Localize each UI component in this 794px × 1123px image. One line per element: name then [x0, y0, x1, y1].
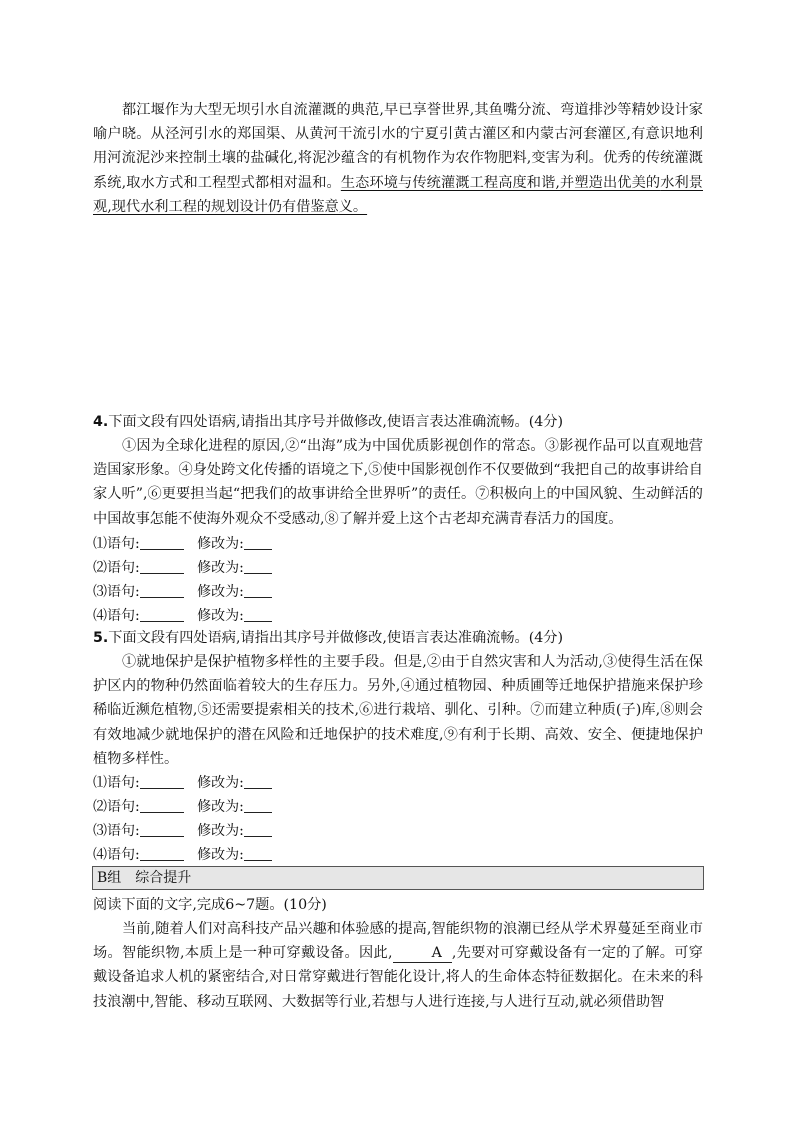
sentence-blank[interactable]	[140, 605, 184, 622]
answer-index: ⑷	[93, 608, 107, 624]
sentence-label: 语句:	[107, 584, 140, 600]
revise-label: 修改为:	[197, 536, 244, 552]
revise-blank[interactable]	[244, 820, 272, 837]
answer-row	[93, 819, 272, 843]
intro-line: 利用河流泥沙来控制土壤的盐碱化,将泥沙蕴含的有机物作为农作物肥料,变害为利。优秀的传统	[93, 126, 703, 167]
revise-blank[interactable]	[244, 581, 272, 598]
passage-line: 给自家人听”,⑥更要担当起“把我们的故事讲给全世界听”的责任。⑦积极向上的中国风貌、生	[93, 462, 703, 503]
question-4-passage	[93, 434, 703, 531]
question-5-title	[93, 626, 563, 650]
answer-index: ⑶	[93, 823, 107, 839]
section-title: B组 综合提升	[97, 870, 192, 886]
answer-index: ⑵	[93, 560, 107, 576]
question-prompt: 下面文段有四处语病,请指出其序号并做修改,使语言表达准确流畅。(4分)	[108, 414, 564, 430]
sentence-blank[interactable]	[140, 557, 184, 574]
answer-row	[93, 556, 272, 580]
passage-line: 保护植物多样性。	[93, 726, 703, 767]
question-4-title	[93, 410, 563, 434]
passage-line: 保护区内的物种仍然面临着较大的生存压力。另外,④通过植物园、种质圃等迁地保护措施来保护	[93, 654, 703, 695]
answer-index: ⑶	[93, 584, 107, 600]
reading-line: ,先要对可穿戴设备有一定的了解。可穿	[451, 945, 703, 962]
intro-paragraph	[93, 98, 703, 219]
reading-line: 市场。智能织物,本质上是一种可穿戴设备。因此,	[93, 921, 703, 962]
revise-label: 修改为:	[197, 608, 244, 624]
reading-instruction: 阅读下面的文字,完成6~7题。(10分)	[93, 897, 327, 913]
sentence-label: 语句:	[107, 823, 140, 839]
question-number: 4.	[93, 414, 109, 430]
reading-line: 戴设备追求人机的紧密结合,对日常穿戴进行智能化设计,将人的生命体态特征数据化。在未来的	[93, 969, 689, 986]
revise-blank[interactable]	[244, 605, 272, 622]
intro-line: 都江堰作为大型无坝引水自流灌溉的典范,早已享誉世界,其鱼嘴分流、弯道排沙等精妙设计	[122, 102, 689, 118]
sentence-blank[interactable]	[140, 533, 184, 550]
revise-label: 修改为:	[197, 560, 244, 576]
revise-label: 修改为:	[197, 823, 244, 839]
revise-blank[interactable]	[244, 796, 272, 813]
answer-row	[93, 771, 272, 795]
question-prompt: 下面文段有四处语病,请指出其序号并做修改,使语言表达准确流畅。(4分)	[108, 630, 564, 646]
sentence-blank[interactable]	[140, 844, 184, 861]
sentence-blank[interactable]	[140, 581, 184, 598]
sentence-blank[interactable]	[140, 772, 184, 789]
blank-a[interactable]: A	[393, 944, 452, 963]
underlined-sentence: 生态环境与传统灌溉工程高度和谐,并塑造出优美的	[340, 174, 661, 191]
passage-line: 动鲜活的中国故事怎能不使海外观众不受感动,⑧了解并爱上这个古老却充满青春活力的国度。	[93, 486, 703, 527]
answer-index: ⑴	[93, 775, 107, 791]
revise-blank[interactable]	[244, 844, 272, 861]
answer-index: ⑴	[93, 536, 107, 552]
answer-row	[93, 532, 272, 556]
answer-row	[93, 843, 272, 867]
revise-blank[interactable]	[244, 772, 272, 789]
answer-row	[93, 580, 272, 604]
answer-row	[93, 604, 272, 628]
intro-line: 灌溉系统,取水方式和工程型式都相对温和。	[93, 150, 703, 191]
passage-line: 营造国家形象。④身处跨文化传播的语境之下,⑤使中国影视创作不仅要做到“我把自己的故事讲	[93, 438, 703, 479]
sentence-label: 语句:	[107, 775, 140, 791]
sentence-label: 语句:	[107, 608, 140, 624]
sentence-label: 语句:	[107, 847, 140, 863]
sentence-label: 语句:	[107, 536, 140, 552]
underlined-sentence-cont: 水利景观,现代水利工程的规划设计仍有借鉴意义。	[93, 174, 703, 215]
revise-label: 修改为:	[197, 799, 244, 815]
passage-line: ①就地保护是保护植物多样性的主要手段。但是,②由于自然灾害和人为活动,③使得生活在	[122, 654, 689, 670]
sentence-blank[interactable]	[140, 796, 184, 813]
sentence-label: 语句:	[107, 799, 140, 815]
revise-label: 修改为:	[197, 847, 244, 863]
answer-index: ⑷	[93, 847, 107, 863]
passage-line: ①因为全球化进程的原因,②“出海”成为中国优质影视创作的常态。③影视作品可以直观地	[122, 438, 689, 454]
question-number: 5.	[93, 630, 109, 646]
revise-label: 修改为:	[197, 775, 244, 791]
passage-line: 珍稀临近濒危植物,⑤还需要提索相关的技术,⑥进行栽培、驯化、引种。⑦而建立种质(子)库,⑧	[93, 678, 703, 719]
answer-index: ⑵	[93, 799, 107, 815]
revise-label: 修改为:	[197, 584, 244, 600]
reading-line: 科技浪潮中,智能、移动互联网、大数据等行业,若想与人进行连接,与人进行互动,就必须借助智	[93, 969, 703, 1010]
section-b-header	[92, 866, 704, 890]
question-5-passage	[93, 650, 703, 771]
revise-blank[interactable]	[244, 533, 272, 550]
passage-line: 则会有效地减少就地保护的潜在风险和迁地保护的技术难度,⑨有利于长期、高效、安全、便捷地	[93, 702, 703, 743]
sentence-blank[interactable]	[140, 820, 184, 837]
sentence-label: 语句:	[107, 560, 140, 576]
reading-line: 当前,随着人们对高科技产品兴趣和体验感的提高,智能织物的浪潮已经从学术界蔓延至商业	[122, 921, 689, 937]
reading-passage	[93, 917, 703, 1014]
revise-blank[interactable]	[244, 557, 272, 574]
intro-line: 家喻户晓。从泾河引水的郑国渠、从黄河干流引水的宁夏引黄古灌区和内蒙古河套灌区,有意识地	[93, 102, 703, 143]
answer-row	[93, 795, 272, 819]
